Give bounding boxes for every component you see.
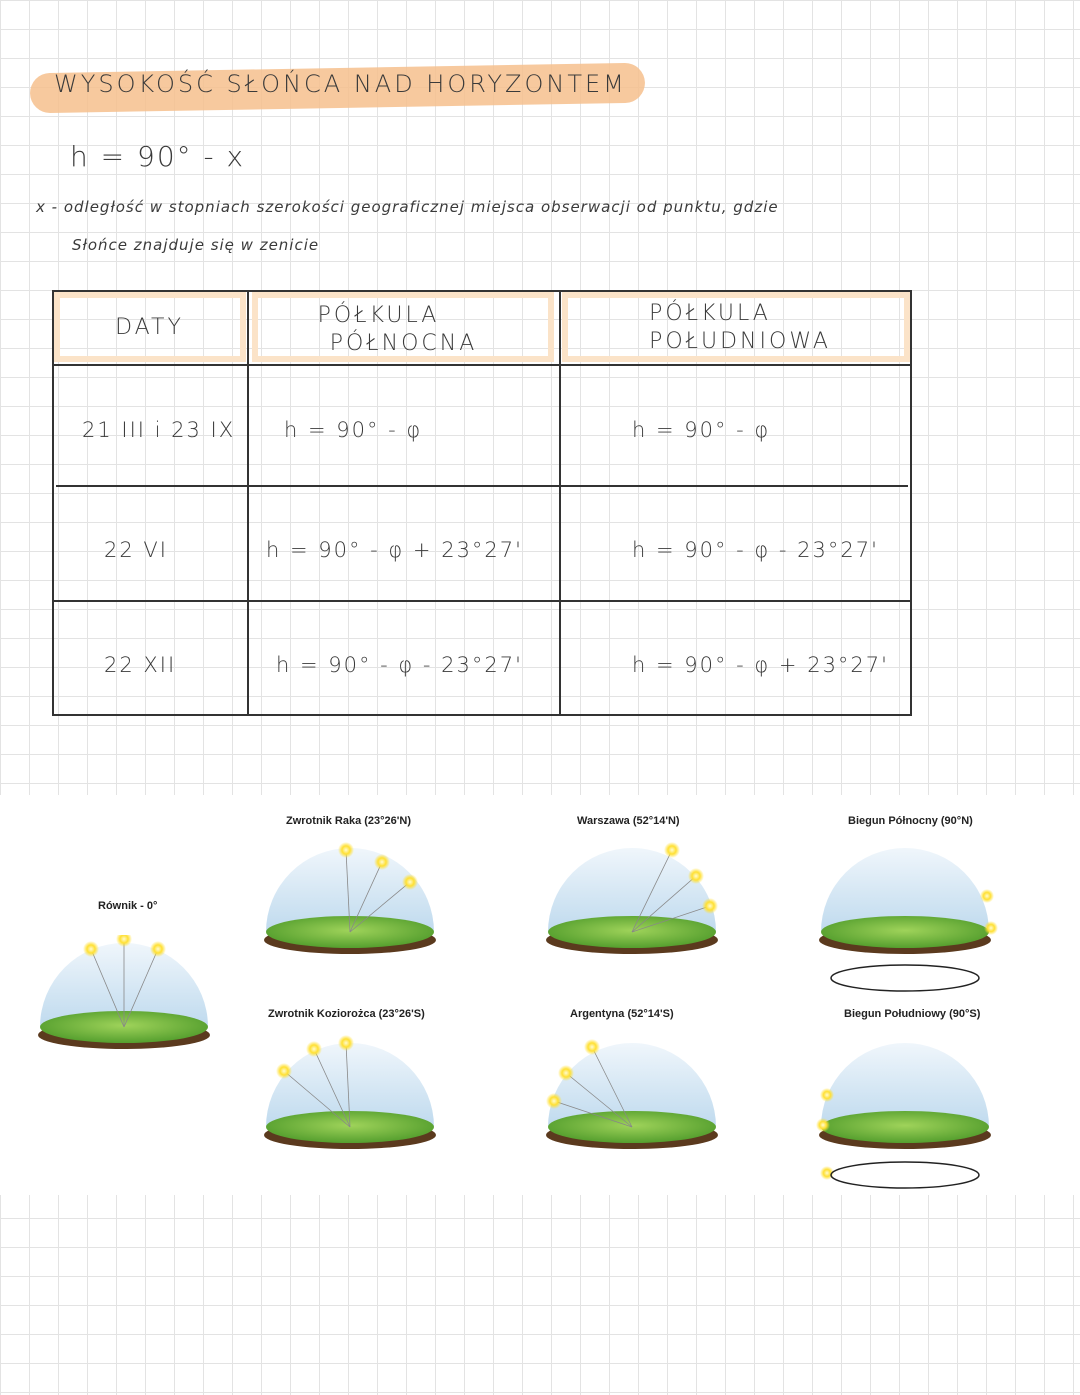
- definition-line-2: Słońce znajduje się w zenicie: [72, 236, 320, 254]
- definition-line-1: x - odległość w stopniach szerokości geograficznej miejsca obserwacji od punktu, gdzie: [36, 198, 779, 216]
- table-row-divider-1: [52, 364, 912, 366]
- row1-south: h = 90° - φ: [632, 418, 771, 442]
- header-dates: DATY: [115, 315, 184, 340]
- caption-argentina: Argentyna (52°14'S): [570, 1008, 674, 1020]
- main-formula: h = 90° - x: [70, 140, 246, 173]
- table-border-bottom: [52, 714, 912, 716]
- row2-north: h = 90° - φ + 23°27': [266, 538, 523, 562]
- dome-north-pole: [815, 840, 1005, 1000]
- header-north-line2: PÓŁNOCNA: [329, 331, 478, 356]
- caption-tropic-cancer: Zwrotnik Raka (23°26'N): [286, 815, 411, 827]
- dome-argentina: [544, 1035, 720, 1157]
- row3-north: h = 90° - φ - 23°27': [276, 653, 523, 677]
- dome-tropic-capricorn: [262, 1035, 438, 1157]
- row3-date: 22 XII: [104, 653, 177, 677]
- table-row-divider-3: [52, 600, 912, 602]
- caption-tropic-capricorn: Zwrotnik Koziorożca (23°26'S): [268, 1008, 425, 1020]
- row1-north: h = 90° - φ: [284, 418, 423, 442]
- sun-height-table: [52, 290, 912, 716]
- table-border-top: [52, 290, 912, 292]
- header-north-line1: PÓŁKULA: [317, 303, 440, 328]
- table-row-divider-2: [56, 485, 908, 487]
- dome-warsaw: [544, 840, 720, 962]
- dome-equator: [36, 935, 212, 1055]
- title-block: [30, 60, 650, 116]
- page-title: WYSOKOŚĆ SŁOŃCA NAD HORYZONTEM: [54, 70, 627, 98]
- dome-south-pole: [815, 1035, 1005, 1195]
- dome-tropic-cancer: [262, 840, 438, 962]
- row3-south: h = 90° - φ + 23°27': [632, 653, 889, 677]
- row2-date: 22 VI: [104, 538, 168, 562]
- header-south-line1: PÓŁKULA: [649, 301, 771, 326]
- caption-south-pole: Biegun Południowy (90°S): [844, 1008, 981, 1020]
- header-south: [560, 300, 910, 356]
- caption-warsaw: Warszawa (52°14'N): [577, 815, 680, 827]
- table-border-left: [52, 290, 54, 716]
- caption-equator: Równik - 0°: [98, 900, 158, 912]
- row2-south: h = 90° - φ - 23°27': [632, 538, 879, 562]
- table-border-right: [910, 290, 912, 716]
- caption-north-pole: Biegun Północny (90°N): [848, 815, 973, 827]
- header-south-line2: POŁUDNIOWA: [649, 329, 831, 354]
- row1-date: 21 III i 23 IX: [82, 418, 236, 442]
